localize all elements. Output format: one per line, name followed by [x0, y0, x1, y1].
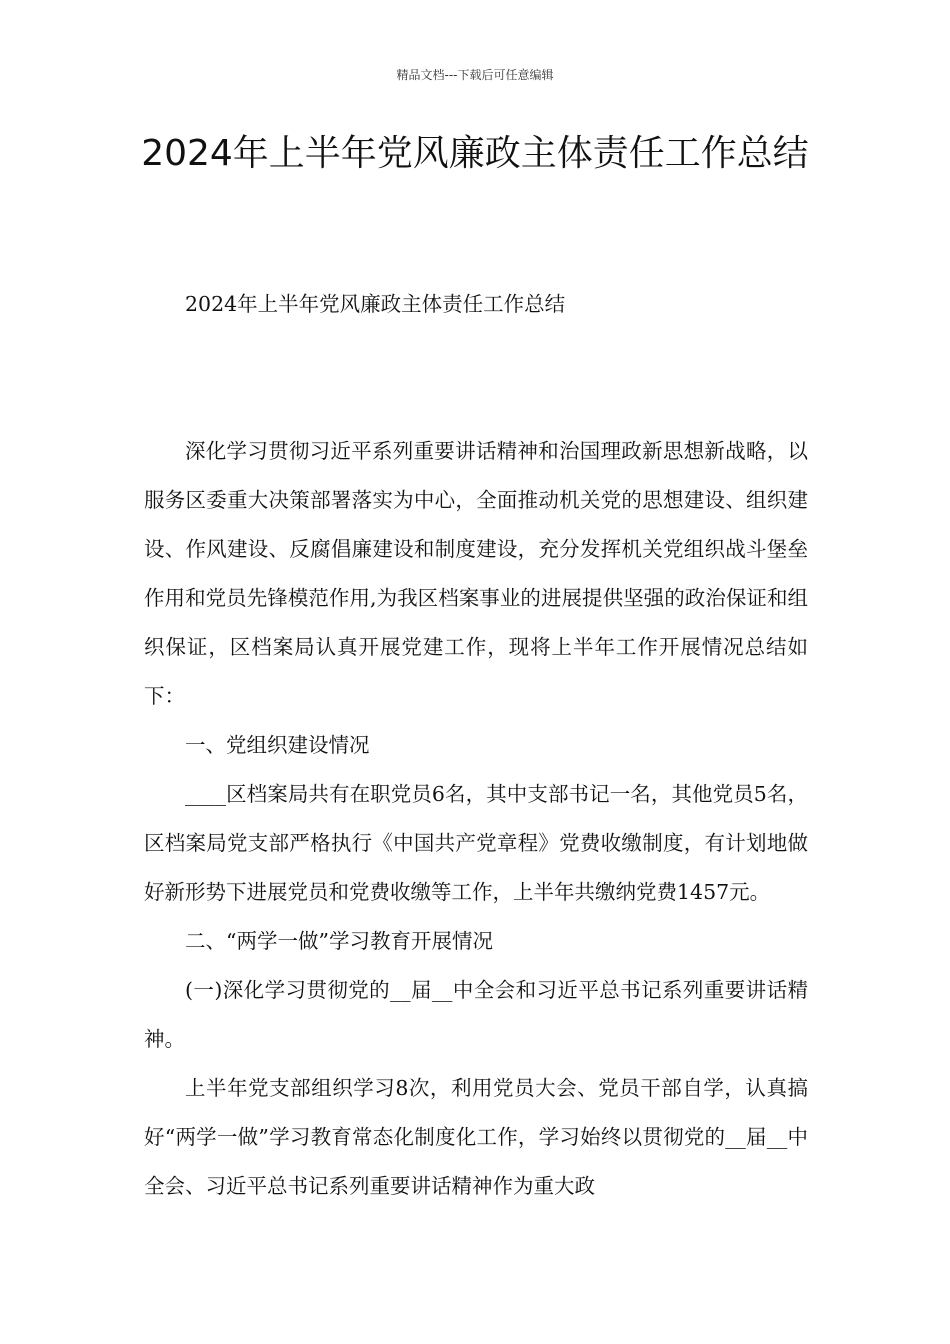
header-note: 精品文档---下载后可任意编辑: [396, 68, 554, 82]
paragraph-party-members: ____区档案局共有在职党员6名，其中支部书记一名，其他党员5名，区档案局党支部严格执行《中国共产党章程》党费收缴制度，有计划地做好新形势下进展党员和党费收缴等工作，上半年共缴纳党费1457元。: [144, 782, 808, 904]
document-subtitle: 2024年上半年党风廉政主体责任工作总结: [185, 292, 566, 316]
document-title: 2024年上半年党风廉政主体责任工作总结: [141, 133, 809, 174]
document-body: [144, 280, 808, 1211]
section-heading-party-organization: 一、党组织建设情况: [185, 733, 370, 757]
subsection-heading-study: (一)深化学习贯彻党的__届__中全会和习近平总书记系列重要讲话精神。: [144, 978, 808, 1051]
section-heading-learning-education: 二、“两学一做”学习教育开展情况: [185, 929, 493, 953]
paragraph-intro: 深化学习贯彻习近平系列重要讲话精神和治国理政新思想新战略，以服务区委重大决策部署落实为中心，全面推动机关党的思想建设、组织建设、作风建设、反腐倡廉建设和制度建设，充分发挥机关党组织战斗堡垒作用和党员先锋模范作用,为我区档案事业的进展提供坚强的政治保证和组织保证，区档案局认真开展党建工作，现将上半年工作开展情况总结如下：: [144, 439, 808, 708]
paragraph-study-details: 上半年党支部组织学习8次，利用党员大会、党员干部自学，认真搞好“两学一做”学习教育常态化制度化工作，学习始终以贯彻党的__届__中全会、习近平总书记系列重要讲话精神作为重大政: [144, 1076, 808, 1198]
paragraph-gap: [144, 378, 808, 427]
